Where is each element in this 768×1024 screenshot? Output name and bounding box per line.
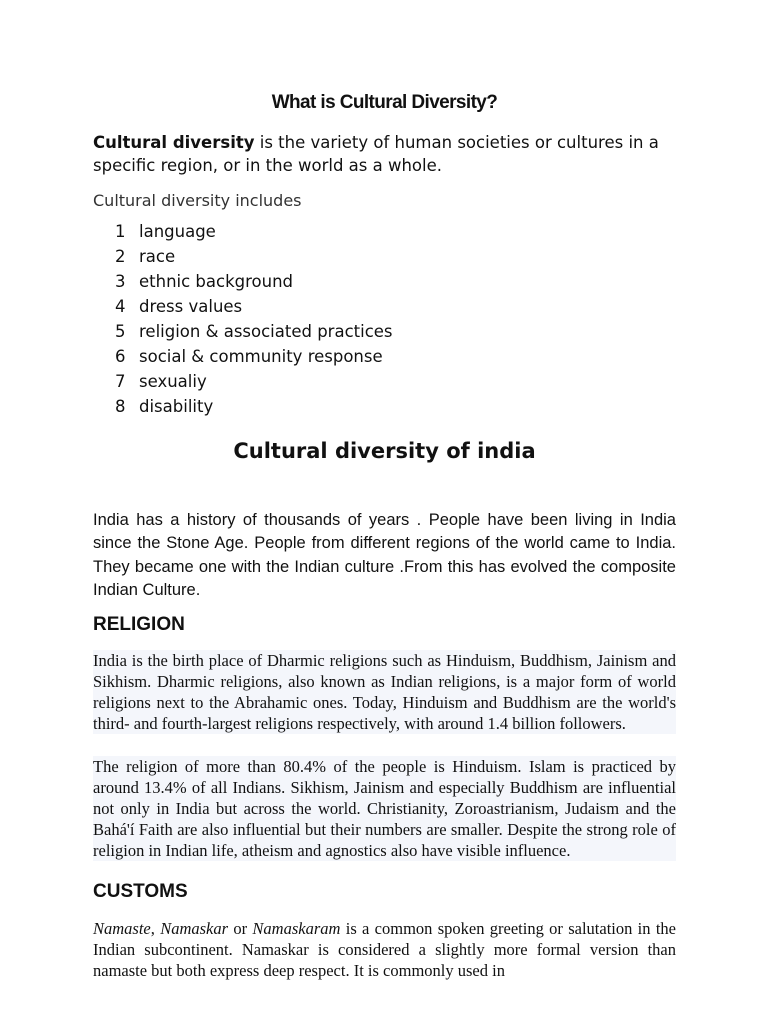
list-item-text: disability [139,397,214,416]
customs-separator: or [228,919,253,938]
definition-term: Cultural diversity [93,133,255,152]
list-item [115,219,393,244]
customs-paragraph [93,918,676,981]
customs-heading: CUSTOMS [93,881,188,902]
list-item [115,269,393,294]
list-item-number: 8 [115,397,126,416]
list-item-text: social & community response [139,347,383,366]
list-item-number: 2 [115,247,126,266]
list-item-text: race [139,247,176,266]
customs-text: is a common spoken greeting or salutation in the Indian subcontinent. Namaskar is considered a slightly more formal version than namaste but both express deep respect. It is commonly used in [93,919,676,980]
list-item-number: 5 [115,322,126,341]
list-item-number: 6 [115,347,126,366]
document-title: What is Cultural Diversity? [271,92,498,113]
includes-heading: Cultural diversity includes [93,191,302,210]
list-item-number: 1 [115,222,126,241]
list-item [115,369,393,394]
list-item [115,394,393,419]
definition-text: is the variety of human societies or cultures in a specific region, or in the world as a whole. [93,133,659,175]
customs-separator: , [150,919,161,938]
list-item [115,294,393,319]
includes-list [115,219,393,419]
list-item-text: sexualiy [139,372,207,391]
list-item [115,319,393,344]
section-title-india: Cultural diversity of india [233,439,536,463]
religion-paragraph-2: The religion of more than 80.4% of the people is Hinduism. Islam is practiced by around 13.4% of all Indians. Sikhism, Jainism and especially Buddhism are influential not only in India but across the world. Christianity, Zoroastrianism, Judaism and the Bahá'í Faith are also influential but their numbers are smaller. Despite the strong role of religion in Indian life, atheism and agnostics also have visible influence. [93,757,676,860]
customs-term-namaste: Namaste [93,919,151,938]
customs-term-namaskaram: Namaskaram [252,919,341,938]
list-item-number: 7 [115,372,126,391]
religion-heading: RELIGION [93,614,185,635]
list-item-text: dress values [139,297,243,316]
list-item-text: ethnic background [139,272,294,291]
list-item [115,344,393,369]
list-item [115,244,393,269]
list-item-text: language [139,222,216,241]
list-item-number: 4 [115,297,126,316]
history-paragraph: India has a history of thousands of years . People have been living in India since the Stone Age. People from different regions of the world came to India. They became one with the Indian culture .From this has evolved the composite Indian Culture. [93,511,676,599]
list-item-text: religion & associated practices [139,322,393,341]
religion-paragraph-1: India is the birth place of Dharmic religions such as Hinduism, Buddhism, Jainism and Sikhism. Dharmic religions, also known as Indian religions, is a major form of world religions next to the Abrahamic ones. Today, Hinduism and Buddhism are the world's third- and fourth-largest religions respectively, with around 1.4 billion followers. [93,651,676,733]
customs-term-namaskar: Namaskar [160,919,229,938]
definition-paragraph [93,131,693,177]
list-item-number: 3 [115,272,126,291]
